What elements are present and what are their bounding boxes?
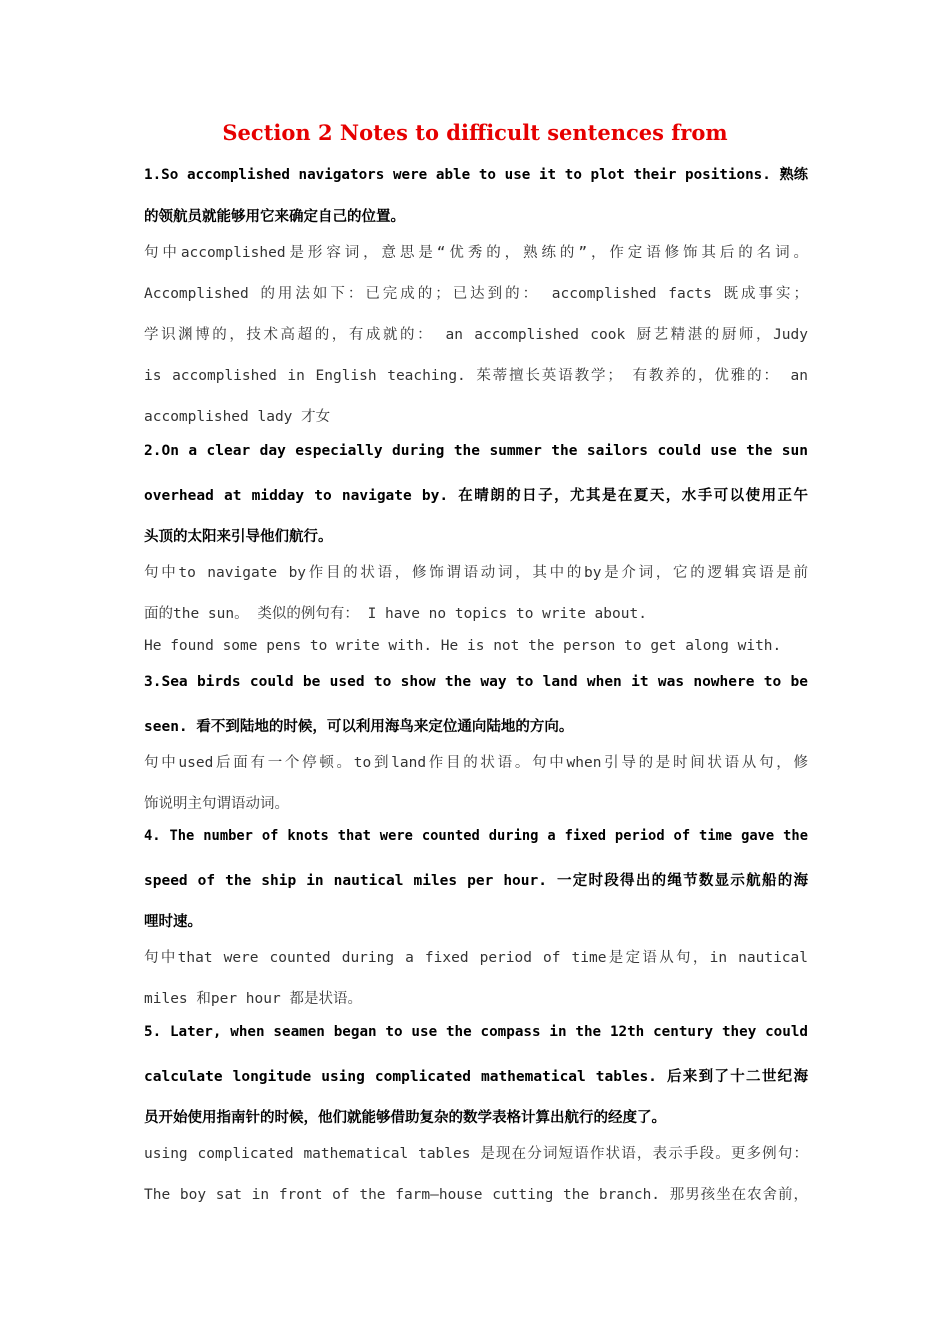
text-line: 句中to navigate by作目的状语，修饰谓语动词，其中的by是介词，它的逻辑宾语是前 — [144, 565, 808, 581]
text-line: 的领航员就能够用它来确定自己的位置。 — [144, 209, 405, 225]
text-line: 学识渊博的，技术高超的，有成就的： an accomplished cook 厨艺精湛的厨师，Judy — [144, 327, 808, 343]
text-line: He found some pens to write with. He is not the person to get along with. — [144, 638, 782, 654]
text-line: 2.On a clear day especially during the summer the sailors could use the sun — [144, 443, 808, 459]
text-line: is accomplished in English teaching. 茱蒂擅长英语教学； 有教养的，优雅的： an — [144, 368, 808, 384]
text-line: Accomplished 的用法如下：已完成的；已达到的： accomplished facts 既成事实； — [144, 286, 808, 302]
text-line: 员开始使用指南针的时候，他们就能够借助复杂的数学表格计算出航行的经度了。 — [144, 1110, 666, 1126]
text-line: seen. 看不到陆地的时候，可以利用海鸟来定位通向陆地的方向。 — [144, 719, 574, 735]
text-line: 句中that were counted during a fixed period of time是定语从句，in nautical — [144, 950, 808, 966]
text-line: calculate longitude using complicated mathematical tables. 后来到了十二世纪海 — [144, 1069, 808, 1085]
text-line: The boy sat in front of the farm—house cutting the branch. 那男孩坐在农舍前， — [144, 1187, 808, 1203]
page-title: Section 2 Notes to difficult sentences from — [222, 120, 728, 145]
text-line: using complicated mathematical tables 是现在分词短语作状语，表示手段。更多例句： — [144, 1146, 808, 1162]
text-line: 1.So accomplished navigators were able to use it to plot their positions. 熟练 — [144, 167, 808, 183]
text-line: 5. Later, when seamen began to use the compass in the 12th century they could — [144, 1024, 808, 1040]
text-line: 哩时速。 — [144, 914, 202, 930]
text-line: 句中accomplished是形容词，意思是“优秀的，熟练的”，作定语修饰其后的名词。 — [144, 245, 808, 261]
text-line: 句中used后面有一个停顿。to到land作目的状语。句中when引导的是时间状语从句，修 — [144, 755, 808, 771]
text-line: overhead at midday to navigate by. 在晴朗的日子，尤其是在夏天，水手可以使用正午 — [144, 488, 808, 504]
text-line: 头顶的太阳来引导他们航行。 — [144, 529, 333, 545]
text-line: 面的the sun。 类似的例句有： I have no topics to write about. — [144, 606, 647, 622]
text-line: 3.Sea birds could be used to show the way to land when it was nowhere to be — [144, 674, 808, 690]
text-line: 饰说明主句谓语动词。 — [144, 796, 289, 812]
text-line: miles 和per hour 都是状语。 — [144, 991, 362, 1007]
text-line: accomplished lady 才女 — [144, 409, 331, 425]
text-line: speed of the ship in nautical miles per hour. 一定时段得出的绳节数显示航船的海 — [144, 873, 808, 889]
text-line: 4. The number of knots that were counted during a fixed period of time gave the — [144, 828, 808, 844]
